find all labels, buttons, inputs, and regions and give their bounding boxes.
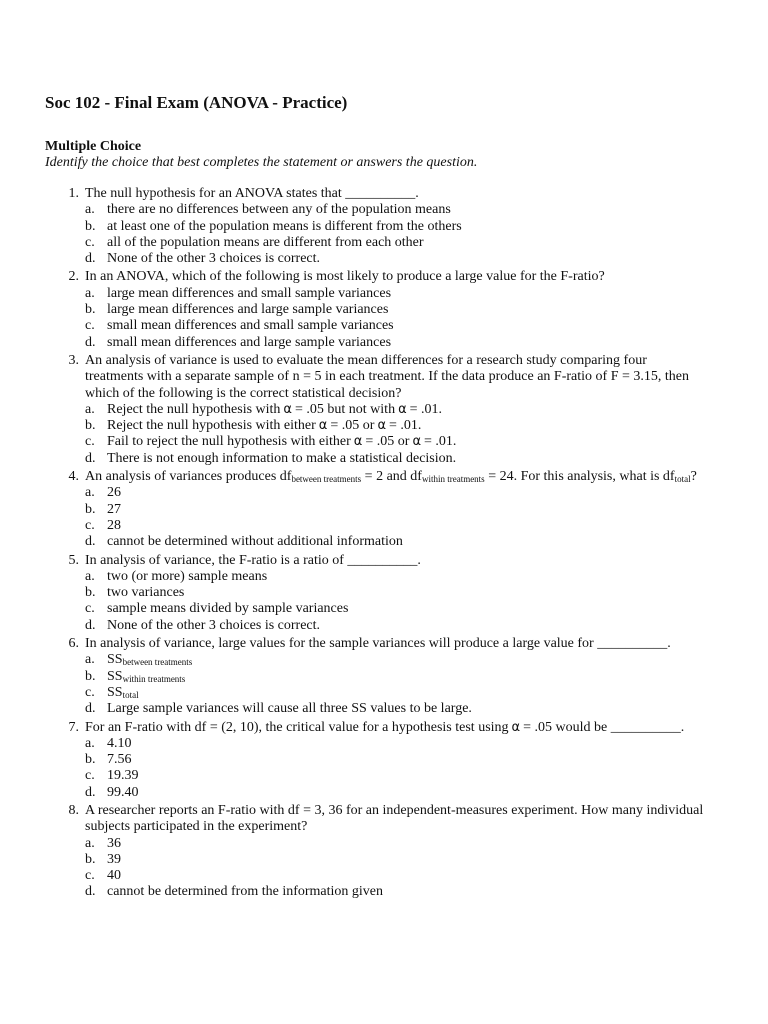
choice-text: there are no differences between any of the population means bbox=[107, 202, 451, 218]
choice-text: SS bbox=[107, 652, 123, 668]
choice-text: 99.40 bbox=[107, 784, 139, 800]
stem-text-part: For an F-ratio with df = (2, 10), the critical value for a hypothesis test using bbox=[85, 719, 509, 735]
stem-text-part: ? bbox=[690, 469, 697, 485]
choice-c[interactable] bbox=[85, 318, 708, 334]
choice-letter: a. bbox=[85, 652, 95, 668]
question-4 bbox=[0, 469, 768, 550]
choice-text: 19.39 bbox=[107, 768, 139, 784]
choice-c[interactable] bbox=[85, 235, 708, 251]
choice-a[interactable] bbox=[85, 836, 708, 852]
choice-text: There is not enough information to make a statistical decision. bbox=[107, 450, 457, 466]
choice-text: all of the population means are different from each other bbox=[107, 234, 424, 250]
choice-letter: d. bbox=[85, 450, 96, 466]
subscript: within treatments bbox=[421, 474, 485, 485]
question-2 bbox=[0, 269, 768, 350]
choice-text: 36 bbox=[107, 835, 121, 851]
question-list bbox=[0, 186, 768, 903]
choice-letter: d. bbox=[85, 701, 96, 717]
stem-text-part: = 2 and df bbox=[361, 469, 422, 485]
choice-c[interactable] bbox=[85, 518, 708, 534]
choice-c[interactable] bbox=[85, 685, 708, 701]
choice-letter: d. bbox=[85, 617, 96, 633]
question-7 bbox=[0, 720, 768, 801]
question-stem: In analysis of variance, large values for the sample variances will produce a large value for __________. bbox=[85, 636, 671, 652]
subscript: within treatments bbox=[122, 673, 186, 684]
choice-letter: d. bbox=[85, 784, 96, 800]
choice-text: large mean differences and small sample variances bbox=[107, 285, 392, 301]
choice-letter: b. bbox=[85, 585, 96, 601]
choice-b[interactable] bbox=[85, 669, 708, 685]
question-number: 1. bbox=[68, 186, 79, 201]
choice-text: small mean differences and small sample variances bbox=[107, 318, 394, 334]
choice-text: 26 bbox=[107, 485, 121, 501]
choice-c[interactable] bbox=[85, 434, 708, 450]
choice-text: 40 bbox=[107, 868, 121, 884]
choice-c[interactable] bbox=[85, 601, 708, 617]
alpha-symbol: α bbox=[412, 434, 422, 450]
choice-text: None of the other 3 choices is correct. bbox=[107, 617, 321, 633]
exam-title: Soc 102 - Final Exam (ANOVA - Practice) bbox=[45, 93, 348, 112]
choice-letter: a. bbox=[85, 285, 95, 301]
choice-text-part: Fail to reject the null hypothesis with either bbox=[107, 434, 351, 450]
section-heading: Multiple Choice bbox=[45, 139, 142, 154]
choice-text-part: = .01. bbox=[424, 434, 457, 450]
choice-list bbox=[85, 286, 708, 351]
choice-text: None of the other 3 choices is correct. bbox=[107, 251, 321, 267]
question-stem bbox=[85, 469, 708, 485]
question-number: 7. bbox=[68, 719, 79, 735]
choice-letter: b. bbox=[85, 752, 96, 768]
choice-d[interactable] bbox=[85, 251, 708, 267]
choice-letter: d. bbox=[85, 884, 96, 900]
question-stem: In an ANOVA, which of the following is most likely to produce a large value for the F-ratio? bbox=[85, 269, 605, 285]
choice-text-part: Reject the null hypothesis with either bbox=[107, 418, 316, 434]
choice-letter: b. bbox=[85, 418, 96, 434]
choice-letter: c. bbox=[85, 684, 95, 700]
choice-letter: a. bbox=[85, 835, 95, 851]
choice-d[interactable] bbox=[85, 335, 708, 351]
choice-list bbox=[85, 402, 708, 467]
choice-letter: d. bbox=[85, 534, 96, 550]
stem-text-part: An analysis of variances produces df bbox=[85, 469, 292, 485]
subscript: between treatments bbox=[291, 474, 362, 485]
choice-d[interactable] bbox=[85, 534, 708, 550]
choice-b[interactable] bbox=[85, 302, 708, 318]
question-3 bbox=[0, 353, 768, 467]
choice-d[interactable] bbox=[85, 884, 708, 900]
choice-letter: b. bbox=[85, 668, 96, 684]
question-stem: An analysis of variance is used to evaluate the mean differences for a research study comparing four treatments with a separate sample of n = 5 in each treatment. If the data produce an F-ratio of F = 3.15, then which of the following is the correct statistical decision? bbox=[85, 352, 689, 401]
choice-b[interactable] bbox=[85, 418, 708, 434]
question-number: 6. bbox=[68, 636, 79, 652]
choice-text: 39 bbox=[107, 851, 121, 867]
subscript: total bbox=[122, 689, 139, 700]
choice-list bbox=[85, 836, 708, 901]
choice-a[interactable] bbox=[85, 202, 708, 218]
choice-a[interactable] bbox=[85, 485, 708, 501]
choice-list bbox=[85, 485, 708, 550]
choice-a[interactable] bbox=[85, 569, 708, 585]
choice-text-part: = .01. bbox=[389, 418, 422, 434]
choice-text: Large sample variances will cause all three SS values to be large. bbox=[107, 701, 472, 717]
choice-text-part: = .01. bbox=[409, 401, 443, 417]
choice-letter: d. bbox=[85, 251, 96, 267]
choice-letter: c. bbox=[85, 434, 95, 450]
choice-letter: a. bbox=[85, 485, 95, 501]
question-6 bbox=[0, 636, 768, 717]
choice-list bbox=[85, 202, 708, 267]
choice-b[interactable] bbox=[85, 219, 708, 235]
choice-d[interactable] bbox=[85, 451, 708, 467]
choice-letter: d. bbox=[85, 334, 96, 350]
choice-text: 28 bbox=[107, 517, 121, 533]
choice-letter: a. bbox=[85, 401, 95, 417]
choice-b[interactable] bbox=[85, 852, 708, 868]
choice-list bbox=[85, 652, 708, 717]
question-number: 2. bbox=[68, 269, 79, 285]
choice-text: 7.56 bbox=[107, 752, 132, 768]
question-1 bbox=[0, 186, 768, 267]
choice-a[interactable] bbox=[85, 652, 708, 668]
choice-text-part: Reject the null hypothesis with bbox=[107, 401, 281, 417]
choice-text-part: = .05 but not with bbox=[295, 401, 396, 417]
choice-letter: a. bbox=[85, 568, 95, 584]
alpha-symbol: α bbox=[398, 401, 407, 417]
question-5 bbox=[0, 553, 768, 634]
choice-d[interactable] bbox=[85, 785, 708, 801]
choice-text: small mean differences and large sample variances bbox=[107, 334, 392, 350]
alpha-symbol: α bbox=[283, 401, 292, 417]
choice-list bbox=[85, 736, 708, 801]
stem-text-part: = .05 would be __________. bbox=[523, 719, 685, 735]
choice-a[interactable] bbox=[85, 736, 708, 752]
choice-text: sample means divided by sample variances bbox=[107, 601, 349, 617]
stem-text-part: = 24. For this analysis, what is df bbox=[484, 469, 675, 485]
question-8 bbox=[0, 803, 768, 901]
choice-text-part: = .05 or bbox=[330, 418, 375, 434]
choice-text: two variances bbox=[107, 585, 185, 601]
choice-list bbox=[85, 569, 708, 634]
subscript: total bbox=[674, 474, 691, 485]
choice-d[interactable] bbox=[85, 618, 708, 634]
question-number: 8. bbox=[68, 802, 79, 818]
choice-letter: c. bbox=[85, 234, 95, 250]
alpha-symbol: α bbox=[511, 719, 521, 735]
choice-letter: b. bbox=[85, 302, 96, 318]
choice-text: 4.10 bbox=[107, 735, 132, 751]
choice-letter: c. bbox=[85, 318, 95, 334]
question-stem bbox=[85, 720, 708, 736]
choice-c[interactable] bbox=[85, 868, 708, 884]
choice-c[interactable] bbox=[85, 768, 708, 784]
choice-text: at least one of the population means is different from the others bbox=[107, 218, 462, 234]
choice-text: two (or more) sample means bbox=[107, 568, 268, 584]
choice-letter: b. bbox=[85, 501, 96, 517]
choice-b[interactable] bbox=[85, 585, 708, 601]
section-instructions: Identify the choice that best completes the statement or answers the question. bbox=[45, 155, 478, 170]
question-number: 4. bbox=[68, 469, 79, 485]
choice-a[interactable] bbox=[85, 402, 708, 418]
question-number: 3. bbox=[68, 352, 79, 368]
choice-text: cannot be determined from the information given bbox=[107, 884, 384, 900]
question-stem: A researcher reports an F-ratio with df = 3, 36 for an independent-measures experiment. How many individual subjects participated in the experiment? bbox=[85, 802, 704, 835]
choice-letter: a. bbox=[85, 735, 95, 751]
question-stem: In analysis of variance, the F-ratio is a ratio of __________. bbox=[85, 552, 421, 568]
choice-b[interactable] bbox=[85, 752, 708, 768]
choice-letter: b. bbox=[85, 851, 96, 867]
choice-a[interactable] bbox=[85, 286, 708, 302]
alpha-symbol: α bbox=[377, 418, 387, 434]
choice-text: cannot be determined without additional information bbox=[107, 534, 403, 550]
choice-text: SS bbox=[107, 684, 123, 700]
choice-letter: c. bbox=[85, 517, 95, 533]
choice-text: large mean differences and large sample variances bbox=[107, 302, 389, 318]
choice-letter: c. bbox=[85, 868, 95, 884]
choice-text: SS bbox=[107, 668, 123, 684]
choice-letter: c. bbox=[85, 601, 95, 617]
subscript: between treatments bbox=[122, 657, 193, 668]
choice-letter: b. bbox=[85, 218, 96, 234]
choice-text: 27 bbox=[107, 501, 121, 517]
question-stem: The null hypothesis for an ANOVA states that __________. bbox=[85, 186, 419, 201]
choice-text-part: = .05 or bbox=[365, 434, 410, 450]
question-number: 5. bbox=[68, 552, 79, 568]
choice-letter: c. bbox=[85, 768, 95, 784]
choice-b[interactable] bbox=[85, 502, 708, 518]
choice-letter: a. bbox=[85, 202, 95, 218]
choice-d[interactable] bbox=[85, 701, 708, 717]
alpha-symbol: α bbox=[353, 434, 363, 450]
alpha-symbol: α bbox=[318, 418, 328, 434]
